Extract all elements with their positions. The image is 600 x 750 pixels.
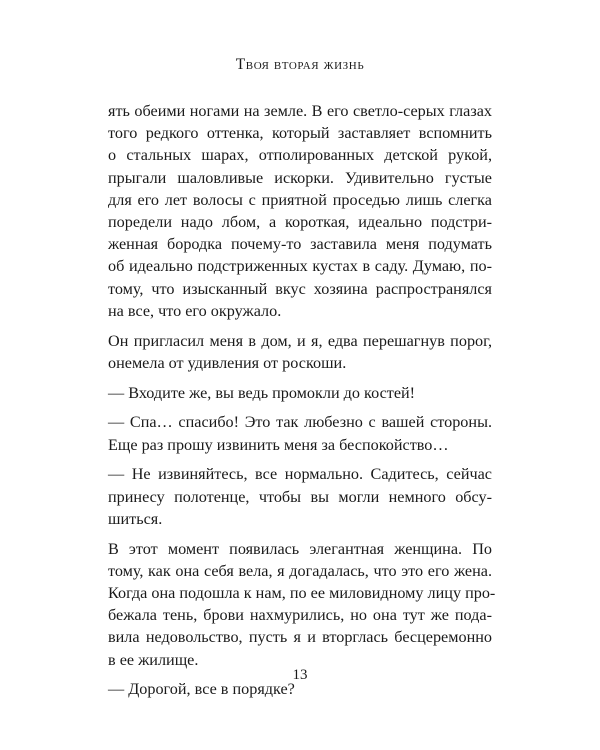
dialogue-line [108,411,492,455]
text-line: — Спа… спасибо! Это так любезно с вашей стороны. [108,413,492,432]
text-line: — Не извиняйтесь, все нормально. Садитесь, сейчас [108,465,492,484]
page-number: 13 [292,667,308,683]
text-line: в ее жилище. [108,650,199,669]
text-line: для его лет волосы с приятной проседью лишь слегка [108,190,492,209]
running-head: Твоя вторая жизнь [235,56,365,73]
text-line: поредели надо лбом, а короткая, идеально подстри- [108,213,492,232]
text-line: об идеально подстриженных кустах в саду. Думаю, по- [108,257,492,276]
dialogue-line [108,382,492,404]
text-line: онемела от удивления от роскоши. [108,353,347,372]
text-line: — Входите же, вы ведь промокли до костей! [108,383,416,402]
text-line: женная бородка почему-то заставила меня подумать [108,235,492,254]
text-line: вила недовольство, пусть я и вторглась бесцеремонно [108,628,492,647]
text-line: прыгали шаловливые искорки. Удивительно густые [108,168,492,187]
paragraph [108,100,492,322]
text-line: ять обеими ногами на земле. В его светло-серых глазах [108,102,492,120]
text-line: Еще раз прошу извинить меня за беспокойство… [108,435,449,454]
paragraph [108,330,492,374]
text-line: тому, что изысканный вкус хозяина распространялся [108,279,492,298]
paragraph [108,538,496,671]
text-line: тому, как она себя вела, я догадалась, что это его жена. [108,561,492,580]
text-line: Когда она подошла к нам, по ее миловидному лицу про- [108,584,496,603]
body-text [108,100,496,708]
text-line: Он пригласил меня в дом, и я, едва перешагнув порог, [108,331,492,350]
text-line: принесу полотенце, чтобы вы могли немного обсу- [108,487,492,506]
text-line: того редкого оттенка, который заставляет вспомнить [108,124,492,143]
text-line: бежала тень, брови нахмурились, но она тут же пода- [108,606,492,625]
text-line: шиться. [108,509,163,528]
text-line: о стальных шарах, отполированных детской рукой, [108,146,492,165]
dialogue-line [108,463,492,530]
text-line: — Дорогой, все в порядке? [108,680,295,699]
text-line: на все, что его окружало. [108,301,282,320]
text-line: В этот момент появилась элегантная женщина. По [108,539,492,558]
